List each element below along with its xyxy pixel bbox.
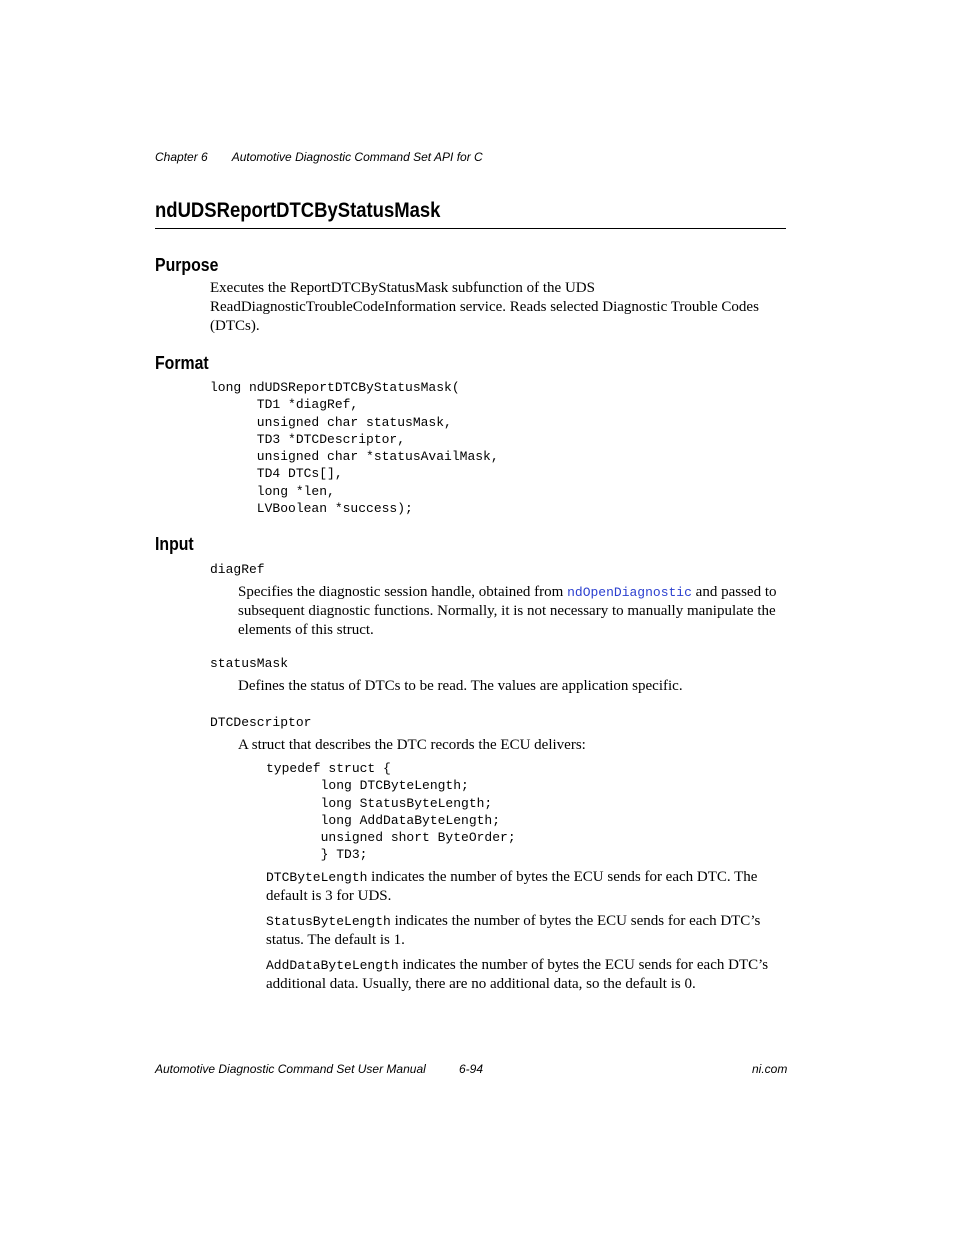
param-desc-dtcdescriptor: A struct that describes the DTC records the ECU delivers:: [238, 737, 586, 753]
param-desc-diagref: [238, 583, 788, 640]
format-heading: Format: [155, 353, 209, 373]
field-name-statusbytelength: StatusByteLength: [266, 914, 391, 929]
purpose-text: Executes the ReportDTCByStatusMask subfunction of the UDS ReadDiagnosticTroubleCodeInformation service. Reads selected Diagnostic Trouble Codes (DTCs).: [210, 280, 759, 334]
function-prototype-code: long ndUDSReportDTCByStatusMask( TD1 *diagRef, unsigned char statusMask, TD3 *DTCDescriptor, unsigned char *statusAvailMask, TD4 DTCs[], long *len, LVBoolean *success);: [210, 380, 499, 517]
param-desc-statusmask: Defines the status of DTCs to be read. The values are application specific.: [238, 678, 683, 694]
chapter-label: Chapter 6: [155, 150, 208, 164]
input-heading: Input: [155, 534, 194, 554]
param-desc-diagref-text-2: and passed to subsequent diagnostic functions. Normally, it is not necessary to manually manipulate the elements of this struct.: [238, 584, 777, 638]
field-text-adddatabytelength: indicates the number of bytes the ECU sends for each DTC’s additional data. Usually, there are no additional data, so the default is 0.: [266, 957, 769, 992]
param-desc-diagref-text-1: Specifies the diagnostic session handle, obtained from: [238, 584, 568, 600]
running-header: [155, 150, 483, 164]
param-name-diagref: diagRef: [210, 562, 265, 577]
td3-struct-code: typedef struct { long DTCByteLength; long StatusByteLength; long AddDataByteLength; unsigned short ByteOrder; } TD3;: [266, 761, 516, 863]
purpose-heading: Purpose: [155, 255, 219, 275]
field-text-dtcbytelength: indicates the number of bytes the ECU sends for each DTC. The default is 3 for UDS.: [266, 869, 758, 904]
field-desc-adddatabytelength: [266, 956, 788, 994]
title-divider: [155, 228, 786, 229]
chapter-title: Automotive Diagnostic Command Set API for C: [231, 150, 483, 164]
field-text-statusbytelength: indicates the number of bytes the ECU sends for each DTC’s status. The default is 1.: [266, 913, 761, 948]
param-name-statusmask: statusMask: [210, 656, 289, 671]
field-desc-dtcbytelength: [266, 868, 788, 906]
field-name-dtcbytelength: DTCByteLength: [266, 870, 368, 885]
footer-page-number: 6-94: [459, 1062, 484, 1076]
footer-manual-title: Automotive Diagnostic Command Set User Manual: [155, 1062, 426, 1076]
field-desc-statusbytelength: [266, 912, 788, 950]
footer-website: ni.com: [752, 1062, 788, 1076]
param-name-dtcdescriptor: DTCDescriptor: [210, 715, 312, 730]
ndopendiagnostic-link[interactable]: ndOpenDiagnostic: [567, 585, 692, 600]
function-title: ndUDSReportDTCByStatusMask: [155, 199, 441, 222]
field-name-adddatabytelength: AddDataByteLength: [266, 958, 399, 973]
